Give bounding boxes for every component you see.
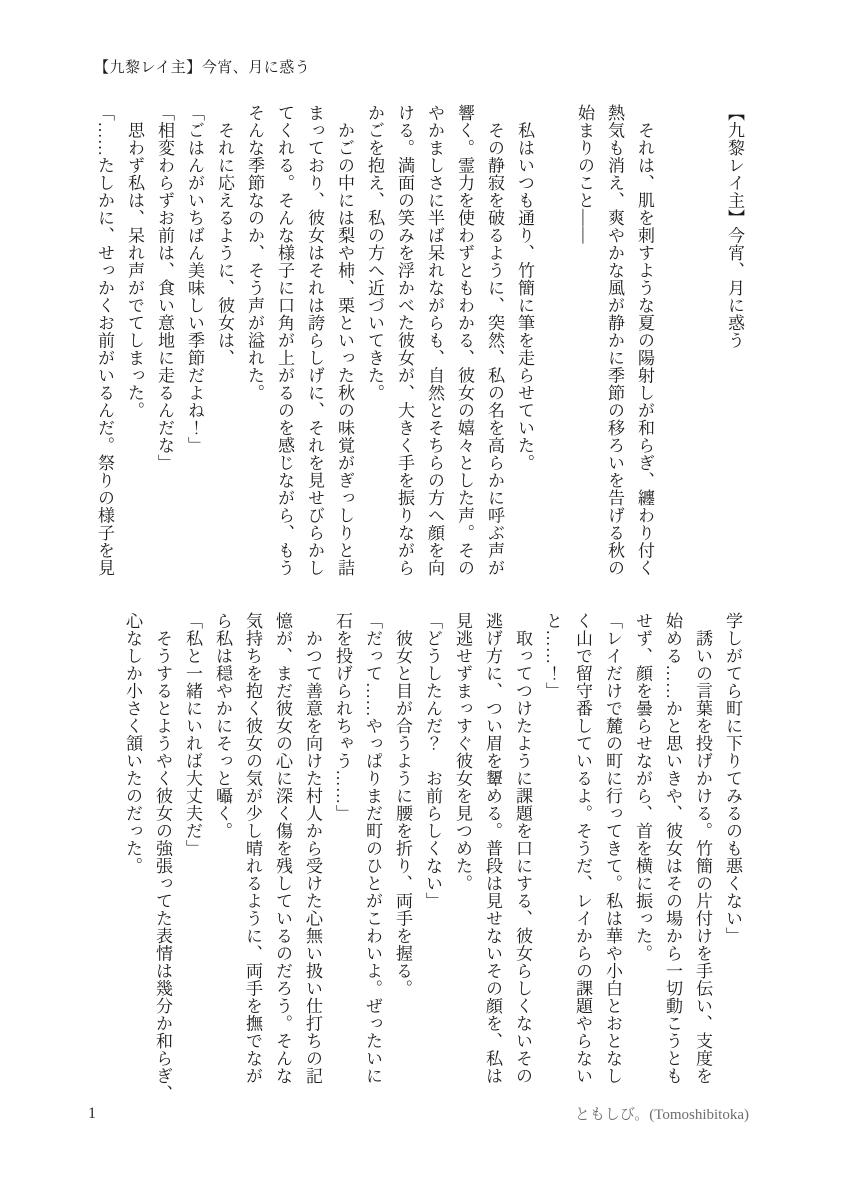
text-line: かつて善意を向けた村人から受けた心無い扱い仕打ちの記 (303, 612, 322, 1085)
text-line: 思わず私は、呆れ声がでてしまった。 (125, 104, 144, 419)
text-line: まっており、彼女はそれは誇らしげに、それを見せびらかし (305, 104, 324, 577)
text-block-bottom (117, 612, 747, 1102)
text-line: ら私は穏やかにそっと囁く。 (213, 612, 232, 840)
text-line: 「ごはんがいちばん美味しい季節だよね！」 (185, 104, 204, 454)
text-line-blank (659, 104, 689, 586)
text-line-title: 【九黎レイ主】今宵、月に惑う (725, 104, 744, 349)
text-line: 「……たしかに、せっかくお前がいるんだ。祭りの様子を見 (95, 104, 114, 577)
text-line: く山で留守番しているよ。そうだ、レイからの課題やらない (573, 612, 592, 1085)
text-line: 始める……かと思いきや、彼女はその場から一切動こうとも (663, 612, 682, 1085)
text-line: 石を投げられちゃう……」 (333, 612, 352, 822)
text-line-blank (689, 104, 719, 586)
text-line: 気持ちを抱く彼女の気が少し晴れるように、両手を撫でなが (243, 612, 262, 1085)
text-line: 「だって……やっぱりまだ町のひとがこわいよ。ぜったいに (363, 612, 382, 1085)
text-line: そんな季節なのか、そう声が溢れた。 (245, 104, 264, 402)
text-line: 響く。霊力を使わずともわかる、彼女の嬉々とした声。その (455, 104, 474, 577)
text-line: それは、肌を刺すような夏の陽射しが和らぎ、纏わり付く (635, 104, 654, 577)
text-line: かごを抱え、私の方へ近づいてきた。 (365, 104, 384, 402)
text-line: 誘いの言葉を投げかける。竹簡の片付けを手伝い、支度を (693, 612, 712, 1085)
text-line: やかましさに半ば呆れながらも、自然とそちらの方へ顔を向 (425, 104, 444, 577)
text-line: 熱気も消え、爽やかな風が静かに季節の移ろいを告げる秋の (605, 104, 624, 577)
text-line: 心なしか小さく頷いたのだった。 (123, 612, 142, 875)
text-line: 見逃せずまっすぐ彼女を見つめた。 (453, 612, 472, 892)
text-line: それに応えるように、彼女は、 (215, 104, 234, 367)
text-line: 「どうしたんだ？ お前らしくない」 (423, 612, 442, 910)
text-line: 「相変わらずお前は、食い意地に走るんだな」 (155, 104, 174, 472)
site-credit: ともしび。(Tomoshibitoka) (574, 1107, 749, 1123)
text-line: てくれる。そんな様子に口角が上がるのを感じながら、もう (275, 104, 294, 577)
page-number: 1 (88, 1105, 96, 1122)
text-line: 逃げ方に、つい眉を顰める。普段は見せないその顔を、私は (483, 612, 502, 1085)
text-block-top (89, 104, 749, 586)
text-line: そうするとようやく彼女の強張ってた表情は幾分か和らぎ、 (153, 612, 172, 1102)
text-line: 彼女と目が合うように腰を折り、両手を握る。 (393, 612, 412, 997)
text-line: 取ってつけたように課題を口にする、彼女らしくないその (513, 612, 532, 1085)
text-line: その静寂を破るように、突然、私の名を高らかに呼ぶ声が (485, 104, 504, 577)
document-header-title: 【九黎レイ主】今宵、月に惑う (94, 60, 311, 76)
text-line: 学しがてら町に下りてみるのも悪くない」 (723, 612, 742, 945)
text-line: 始まりのこと―― (575, 104, 594, 244)
text-line: 憶が、まだ彼女の心に深く傷を残しているのだろう。そんな (273, 612, 292, 1085)
text-line: 私はいつも通り、竹簡に筆を走らせていた。 (515, 104, 534, 472)
text-line: と……！」 (543, 612, 562, 700)
text-line: 「レイだけで麓の町に行ってきて。私は華や小白とおとなし (603, 612, 622, 1085)
text-line: ける。満面の笑みを浮かべた彼女が、大きく手を振りながら (395, 104, 414, 577)
text-line-blank (539, 104, 569, 586)
text-line: 「私と一緒にいれば大丈夫だ」 (183, 612, 202, 857)
text-line: かごの中には梨や柿、栗といった秋の味覚がぎっしりと詰 (335, 104, 354, 577)
text-line: せず、顔を曇らせながら、首を横に振った。 (633, 612, 652, 962)
